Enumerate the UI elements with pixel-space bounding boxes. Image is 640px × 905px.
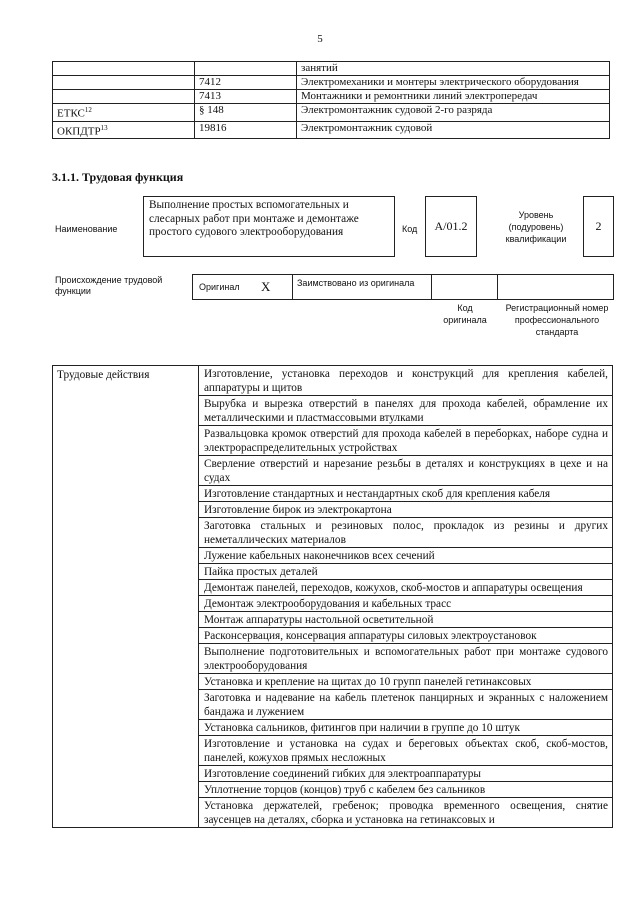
- code-caption: Код оригинала: [443, 303, 487, 325]
- codes-code: 7412: [195, 76, 297, 90]
- codes-row: [53, 121, 610, 139]
- original-code-cell: [431, 274, 498, 300]
- codes-label: [53, 90, 195, 104]
- codes-name: Электромонтажник судовой: [297, 121, 610, 139]
- work-actions-label: Трудовые действия: [53, 366, 199, 828]
- classifier-name: ЕТКС: [57, 107, 85, 120]
- codes-name: Электромеханики и монтеры электрического оборудования: [297, 76, 610, 90]
- original-label: Оригинал: [199, 282, 240, 292]
- work-action-item: Заготовка и надевание на кабель плетенок панцирных и экранных с наложением бандажа и лужением: [199, 690, 613, 720]
- codes-row: [53, 76, 610, 90]
- original-cell: [192, 274, 293, 300]
- qualification-level: 2: [583, 196, 614, 257]
- codes-code: 7413: [195, 90, 297, 104]
- work-action-item: Развальцовка кромок отверстий для прохода кабелей в переборках, наборе судна и электрораспределительных устройствах: [199, 426, 613, 456]
- codes-code: 19816: [195, 121, 297, 139]
- work-action-item: Установка держателей, гребенок; проводка временного освещения, снятие заусенцев на деталях, сборка и установка на гетинаксовых и: [199, 798, 613, 828]
- codes-row: [53, 104, 610, 122]
- work-action-item: Демонтаж панелей, переходов, кожухов, скоб-мостов и аппаратуры освещения: [199, 580, 613, 596]
- work-actions-container: [52, 365, 614, 905]
- origin-label: Происхождение трудовой функции: [55, 275, 163, 296]
- codes-table: [52, 61, 610, 139]
- work-actions-table: [52, 365, 613, 828]
- code-label: Код: [402, 224, 418, 234]
- work-action-item: Лужение кабельных наконечников всех сечений: [199, 548, 613, 564]
- classifier-name: ОКПДТР: [57, 125, 101, 138]
- work-action-item: Изготовление соединений гибких для электроаппаратуры: [199, 766, 613, 782]
- work-action-item: Изготовление стандартных и нестандартных скоб для крепления кабеля: [199, 486, 613, 502]
- work-action-item: Монтаж аппаратуры настольной осветительной: [199, 612, 613, 628]
- work-action-item: Установка сальников, фитингов при наличии в группе до 10 штук: [199, 720, 613, 736]
- work-action-item: Заготовка стальных и резиновых полос, прокладок из резины и других неметаллических материалов: [199, 518, 613, 548]
- footnote-ref: 13: [100, 123, 108, 132]
- codes-row: [53, 90, 610, 104]
- work-action-item: Сверление отверстий и нарезание резьбы в деталях и конструкциях в цехе и на судах: [199, 456, 613, 486]
- work-action-row: [53, 366, 613, 396]
- original-mark: X: [261, 279, 271, 294]
- work-action-item: Выполнение подготовительных и вспомогательных работ при монтаже судового электрооборудования: [199, 644, 613, 674]
- codes-label: [53, 121, 195, 139]
- section-title: 3.1.1. Трудовая функция: [52, 170, 184, 184]
- work-action-item: Демонтаж электрооборудования и кабельных трасс: [199, 596, 613, 612]
- work-action-item: Установка и крепление на щитах до 10 групп панелей гетинаксовых: [199, 674, 613, 690]
- codes-name: Электромонтажник судовой 2-го разряда: [297, 104, 610, 122]
- codes-name: Монтажники и ремонтники линий электропередач: [297, 90, 610, 104]
- work-action-item: Изготовление и установка на судах и береговых объектах скоб, скоб-мостов, панелей, кожухов прямых несложных: [199, 736, 613, 766]
- function-code: A/01.2: [425, 196, 477, 257]
- reg-caption: Регистрационный номер профессионального стандарта: [505, 303, 609, 337]
- reg-number-cell: [497, 274, 614, 300]
- codes-label: [53, 104, 195, 122]
- codes-name: занятий: [297, 62, 610, 76]
- level-label: Уровень (подуровень) квалификации: [505, 210, 567, 244]
- footnote-ref: 12: [84, 106, 92, 114]
- name-label: Наименование: [55, 224, 118, 234]
- codes-label: [53, 62, 195, 76]
- codes-code: [195, 62, 297, 76]
- borrowed-label: Заимствовано из оригинала: [297, 278, 415, 288]
- work-action-item: Изготовление, установка переходов и конструкций для крепления кабелей, аппаратуры и щитов: [199, 366, 613, 396]
- page-number: 5: [317, 33, 323, 45]
- work-action-item: Пайка простых деталей: [199, 564, 613, 580]
- work-action-item: Расконсервация, консервация аппаратуры силовых электроустановок: [199, 628, 613, 644]
- codes-row: [53, 62, 610, 76]
- work-action-item: Вырубка и вырезка отверстий в панелях для прохода кабелей, обрамление их металлическими и пластмассовыми втулками: [199, 396, 613, 426]
- codes-label: [53, 76, 195, 90]
- work-action-item: Уплотнение торцов (концов) труб с кабелем без сальников: [199, 782, 613, 798]
- function-name: Выполнение простых вспомогательных и слесарных работ при монтаже и демонтаже простого судового электрооборудования: [143, 196, 395, 257]
- borrowed-cell: [292, 274, 432, 300]
- work-action-item: Изготовление бирок из электрокартона: [199, 502, 613, 518]
- codes-code: § 148: [195, 104, 297, 122]
